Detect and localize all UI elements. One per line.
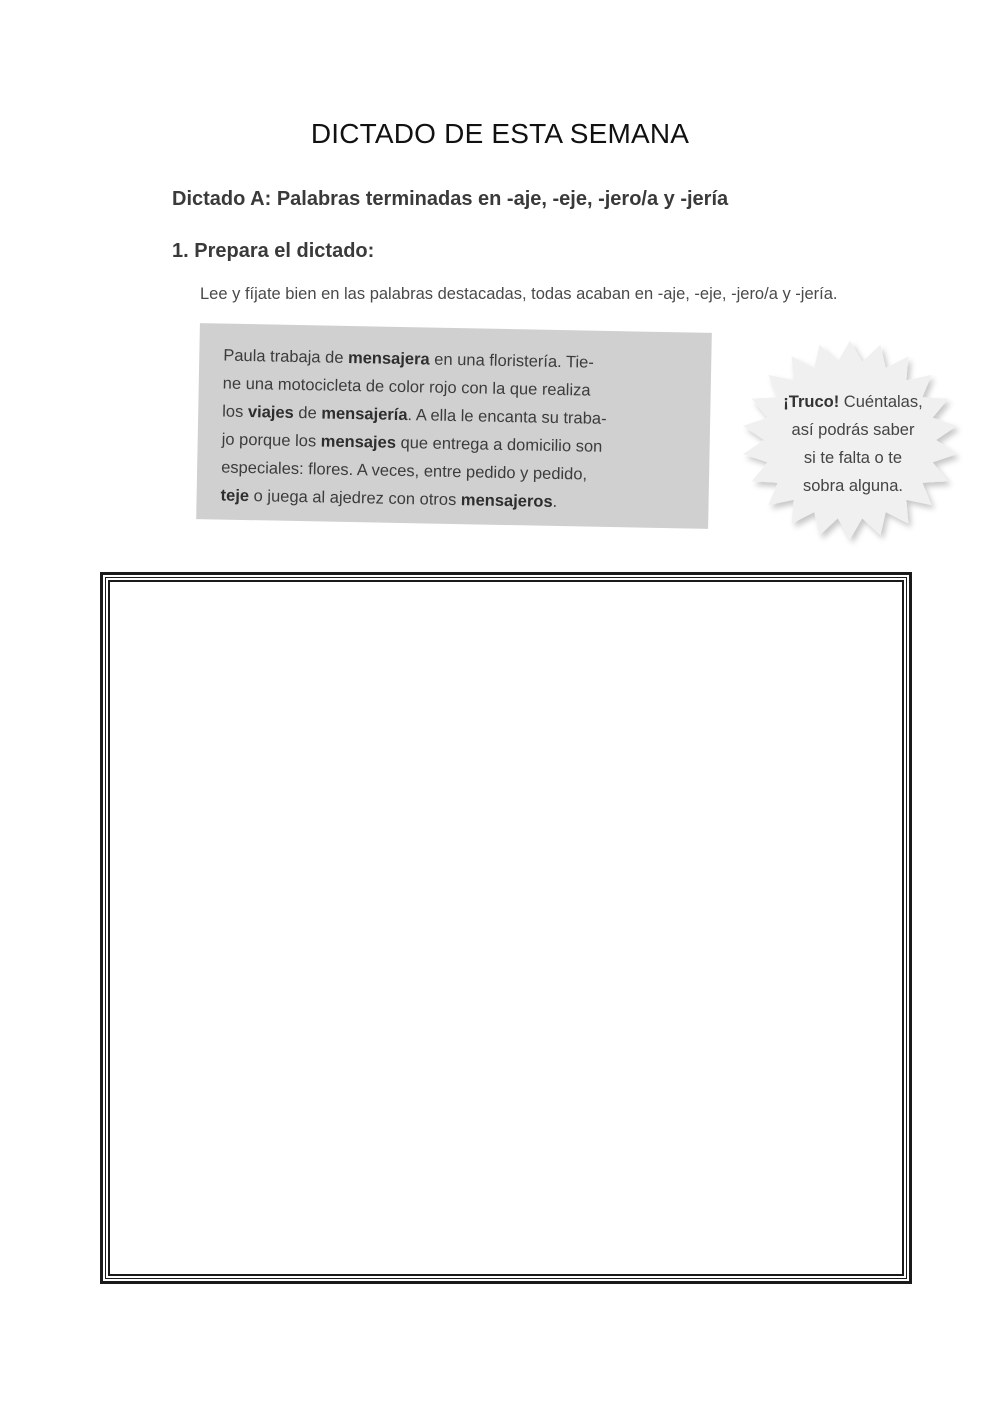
- text-segment: sobra alguna.: [803, 477, 903, 495]
- tip-text: [722, 388, 984, 500]
- text-segment: .: [552, 492, 558, 511]
- highlighted-word: teje: [220, 486, 250, 506]
- text-segment: en una floristería. Tie-: [429, 350, 594, 372]
- text-segment: . A ella le encanta su traba-: [407, 406, 607, 428]
- text-segment: Cuéntalas,: [839, 393, 923, 411]
- answer-box-frame: [100, 572, 912, 1284]
- dictation-subtitle: Dictado A: Palabras terminadas en -aje, -eje, -jero/a y -jería: [172, 188, 729, 210]
- highlighted-word: mensajeros: [460, 491, 553, 511]
- highlighted-word: mensajes: [320, 432, 397, 452]
- text-segment: o juega al ajedrez con otros: [248, 487, 462, 510]
- step-heading: 1. Prepara el dictado:: [172, 240, 375, 262]
- highlighted-word: mensajera: [347, 348, 430, 369]
- highlighted-word: mensajería: [321, 404, 408, 425]
- text-segment: jo porque los: [221, 430, 321, 451]
- text-segment: ne una motocicleta de color rojo con la que realiza: [222, 374, 591, 400]
- text-segment: Paula trabaja de: [223, 346, 349, 367]
- text-segment: si te falta o te: [803, 449, 903, 467]
- text-segment: los: [222, 402, 249, 422]
- answer-input[interactable]: [113, 585, 899, 1271]
- text-segment: que entrega a domicilio son: [395, 433, 603, 456]
- text-segment: así podrás saber: [791, 421, 915, 439]
- dictation-passage: [196, 323, 712, 529]
- page-title: DICTADO DE ESTA SEMANA: [310, 118, 690, 149]
- highlighted-word: viajes: [247, 403, 294, 422]
- text-segment: de: [293, 403, 322, 423]
- passage-text: [220, 342, 687, 519]
- tip-burst: [722, 340, 984, 548]
- instruction-text: Lee y fíjate bien en las palabras destacadas, todas acaban en -aje, -eje, -jero/a y -jería.: [200, 285, 838, 303]
- text-segment: especiales: flores. A veces, entre pedido y pedido,: [220, 458, 588, 484]
- highlighted-word: ¡Truco!: [783, 393, 840, 411]
